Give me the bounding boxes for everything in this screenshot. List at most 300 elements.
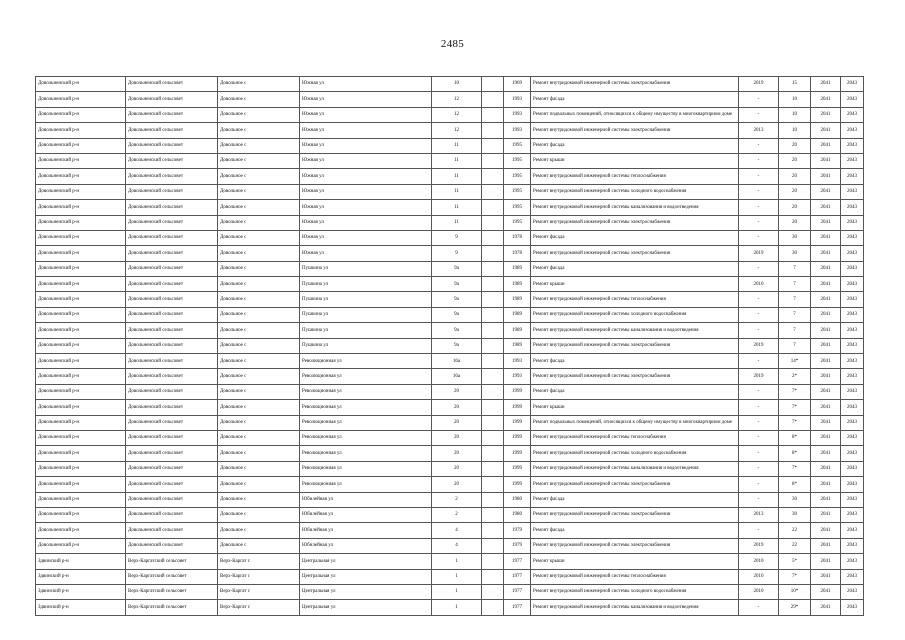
plan-start-cell: 2041	[811, 77, 841, 92]
wear-cell: 22	[779, 523, 811, 538]
plan-start-cell: 2041	[811, 384, 841, 399]
last-repair-year-cell: -	[739, 169, 779, 184]
building-cell	[482, 584, 504, 599]
house-number-cell: 2	[432, 507, 482, 522]
wear-cell: 7	[779, 307, 811, 322]
wear-cell: 10	[779, 123, 811, 138]
work-type-cell: Ремонт крыши	[531, 400, 739, 415]
house-number-cell: 11	[432, 138, 482, 153]
street-cell: Пушкина ул	[300, 338, 432, 353]
year-built-cell: 1989	[504, 307, 531, 322]
year-built-cell: 1969	[504, 77, 531, 92]
plan-end-cell: 2043	[841, 230, 864, 245]
work-type-cell: Ремонт внутридомовой инженерной системы электроснабжения	[531, 215, 739, 230]
plan-start-cell: 2041	[811, 169, 841, 184]
street-cell: Центральная ул	[300, 569, 432, 584]
table-row	[36, 323, 864, 338]
council-cell: Довольненский сельсовет	[126, 92, 218, 107]
work-type-cell: Ремонт крыши	[531, 554, 739, 569]
year-built-cell: 1977	[504, 600, 531, 615]
street-cell: Южная ул	[300, 153, 432, 168]
house-number-cell: 9а	[432, 307, 482, 322]
district-cell: Довольненский р-н	[36, 338, 126, 353]
council-cell: Довольненский сельсовет	[126, 415, 218, 430]
wear-cell: 7*	[779, 415, 811, 430]
building-cell	[482, 153, 504, 168]
work-type-cell: Ремонт внутридомовой инженерной системы электроснабжения	[531, 77, 739, 92]
settlement-cell: Довольное с	[218, 184, 300, 199]
plan-start-cell: 2041	[811, 338, 841, 353]
district-cell: Здвинский р-н	[36, 600, 126, 615]
table-row	[36, 600, 864, 615]
year-built-cell: 1995	[504, 153, 531, 168]
wear-cell: 7*	[779, 461, 811, 476]
house-number-cell: 11	[432, 153, 482, 168]
work-type-cell: Ремонт внутридомовой инженерной системы электроснабжения	[531, 123, 739, 138]
street-cell: Революционная ул	[300, 430, 432, 445]
work-type-cell: Ремонт внутридомовой инженерной системы теплоснабжения	[531, 292, 739, 307]
building-cell	[482, 138, 504, 153]
house-number-cell: 20	[432, 430, 482, 445]
table-row	[36, 446, 864, 461]
plan-start-cell: 2041	[811, 569, 841, 584]
table-row	[36, 569, 864, 584]
last-repair-year-cell: -	[739, 215, 779, 230]
year-built-cell: 1978	[504, 246, 531, 261]
building-cell	[482, 384, 504, 399]
house-number-cell: 10	[432, 77, 482, 92]
district-cell: Довольненский р-н	[36, 230, 126, 245]
street-cell: Пушкина ул	[300, 323, 432, 338]
council-cell: Верх-Каргатский сельсовет	[126, 600, 218, 615]
last-repair-year-cell: 2013	[739, 507, 779, 522]
house-number-cell: 9а	[432, 323, 482, 338]
wear-cell: 20	[779, 138, 811, 153]
street-cell: Центральная ул	[300, 584, 432, 599]
work-type-cell: Ремонт фасада	[531, 261, 739, 276]
settlement-cell: Довольное с	[218, 430, 300, 445]
table-row	[36, 230, 864, 245]
district-cell: Довольненский р-н	[36, 215, 126, 230]
house-number-cell: 20	[432, 384, 482, 399]
year-built-cell: 1978	[504, 230, 531, 245]
house-number-cell: 1	[432, 569, 482, 584]
building-cell	[482, 446, 504, 461]
building-cell	[482, 415, 504, 430]
council-cell: Верх-Каргатский сельсовет	[126, 554, 218, 569]
street-cell: Южная ул	[300, 107, 432, 122]
council-cell: Довольненский сельсовет	[126, 461, 218, 476]
settlement-cell: Довольное с	[218, 107, 300, 122]
wear-cell: 7	[779, 292, 811, 307]
settlement-cell: Довольное с	[218, 230, 300, 245]
last-repair-year-cell: 2019	[739, 538, 779, 553]
council-cell: Довольненский сельсовет	[126, 477, 218, 492]
settlement-cell: Верх-Каргат с	[218, 584, 300, 599]
plan-start-cell: 2041	[811, 461, 841, 476]
settlement-cell: Довольное с	[218, 523, 300, 538]
street-cell: Пушкина ул	[300, 307, 432, 322]
district-cell: Довольненский р-н	[36, 538, 126, 553]
house-number-cell: 4	[432, 523, 482, 538]
wear-cell: 8*	[779, 446, 811, 461]
house-number-cell: 16а	[432, 369, 482, 384]
plan-end-cell: 2043	[841, 446, 864, 461]
building-cell	[482, 215, 504, 230]
house-number-cell: 20	[432, 477, 482, 492]
wear-cell: 7*	[779, 400, 811, 415]
plan-end-cell: 2043	[841, 400, 864, 415]
year-built-cell: 1993	[504, 107, 531, 122]
building-cell	[482, 123, 504, 138]
plan-start-cell: 2041	[811, 354, 841, 369]
plan-start-cell: 2041	[811, 600, 841, 615]
house-number-cell: 11	[432, 200, 482, 215]
district-cell: Довольненский р-н	[36, 461, 126, 476]
district-cell: Довольненский р-н	[36, 200, 126, 215]
last-repair-year-cell: -	[739, 230, 779, 245]
plan-start-cell: 2041	[811, 138, 841, 153]
plan-end-cell: 2043	[841, 523, 864, 538]
council-cell: Довольненский сельсовет	[126, 246, 218, 261]
council-cell: Верх-Каргатский сельсовет	[126, 569, 218, 584]
year-built-cell: 1993	[504, 354, 531, 369]
building-cell	[482, 523, 504, 538]
district-cell: Довольненский р-н	[36, 184, 126, 199]
plan-end-cell: 2043	[841, 600, 864, 615]
year-built-cell: 1995	[504, 138, 531, 153]
table-row	[36, 554, 864, 569]
district-cell: Довольненский р-н	[36, 323, 126, 338]
council-cell: Довольненский сельсовет	[126, 107, 218, 122]
work-type-cell: Ремонт фасада	[531, 523, 739, 538]
table-row	[36, 430, 864, 445]
work-type-cell: Ремонт фасада	[531, 230, 739, 245]
house-number-cell: 16а	[432, 354, 482, 369]
work-type-cell: Ремонт внутридомовой инженерной системы теплоснабжения	[531, 430, 739, 445]
wear-cell: 10	[779, 107, 811, 122]
settlement-cell: Довольное с	[218, 307, 300, 322]
district-cell: Довольненский р-н	[36, 123, 126, 138]
street-cell: Пушкина ул	[300, 277, 432, 292]
table-row	[36, 369, 864, 384]
council-cell: Довольненский сельсовет	[126, 261, 218, 276]
year-built-cell: 1977	[504, 569, 531, 584]
council-cell: Довольненский сельсовет	[126, 77, 218, 92]
table-row	[36, 538, 864, 553]
council-cell: Довольненский сельсовет	[126, 307, 218, 322]
last-repair-year-cell: -	[739, 92, 779, 107]
plan-start-cell: 2041	[811, 153, 841, 168]
settlement-cell: Довольное с	[218, 323, 300, 338]
council-cell: Довольненский сельсовет	[126, 446, 218, 461]
council-cell: Довольненский сельсовет	[126, 230, 218, 245]
plan-end-cell: 2043	[841, 477, 864, 492]
district-cell: Здвинский р-н	[36, 584, 126, 599]
district-cell: Довольненский р-н	[36, 169, 126, 184]
building-cell	[482, 507, 504, 522]
last-repair-year-cell: -	[739, 107, 779, 122]
wear-cell: 30	[779, 507, 811, 522]
plan-start-cell: 2041	[811, 523, 841, 538]
district-cell: Довольненский р-н	[36, 354, 126, 369]
table-row	[36, 246, 864, 261]
district-cell: Довольненский р-н	[36, 507, 126, 522]
year-built-cell: 1999	[504, 446, 531, 461]
building-cell	[482, 554, 504, 569]
street-cell: Южная ул	[300, 184, 432, 199]
wear-cell: 7	[779, 277, 811, 292]
street-cell: Юбилейная ул	[300, 523, 432, 538]
district-cell: Довольненский р-н	[36, 292, 126, 307]
plan-start-cell: 2041	[811, 230, 841, 245]
council-cell: Довольненский сельсовет	[126, 492, 218, 507]
year-built-cell: 1995	[504, 184, 531, 199]
settlement-cell: Довольное с	[218, 215, 300, 230]
settlement-cell: Довольное с	[218, 446, 300, 461]
year-built-cell: 1999	[504, 477, 531, 492]
year-built-cell: 1989	[504, 323, 531, 338]
year-built-cell: 1989	[504, 261, 531, 276]
work-type-cell: Ремонт внутридомовой инженерной системы электроснабжения	[531, 507, 739, 522]
district-cell: Довольненский р-н	[36, 246, 126, 261]
building-cell	[482, 107, 504, 122]
council-cell: Довольненский сельсовет	[126, 169, 218, 184]
council-cell: Довольненский сельсовет	[126, 200, 218, 215]
plan-start-cell: 2041	[811, 307, 841, 322]
plan-end-cell: 2043	[841, 169, 864, 184]
house-number-cell: 9	[432, 230, 482, 245]
settlement-cell: Довольное с	[218, 261, 300, 276]
table-row	[36, 400, 864, 415]
street-cell: Южная ул	[300, 230, 432, 245]
last-repair-year-cell: -	[739, 461, 779, 476]
settlement-cell: Верх-Каргат с	[218, 569, 300, 584]
district-cell: Здвинский р-н	[36, 569, 126, 584]
year-built-cell: 1979	[504, 523, 531, 538]
plan-start-cell: 2041	[811, 507, 841, 522]
plan-end-cell: 2043	[841, 354, 864, 369]
wear-cell: 7*	[779, 384, 811, 399]
wear-cell: 20	[779, 169, 811, 184]
year-built-cell: 1995	[504, 200, 531, 215]
work-type-cell: Ремонт подвальных помещений, относящихся к общему имуществу в многоквартирном доме	[531, 107, 739, 122]
district-cell: Довольненский р-н	[36, 153, 126, 168]
wear-cell: 30	[779, 492, 811, 507]
plan-end-cell: 2043	[841, 107, 864, 122]
plan-start-cell: 2041	[811, 323, 841, 338]
plan-end-cell: 2043	[841, 292, 864, 307]
plan-start-cell: 2041	[811, 246, 841, 261]
table-body	[36, 77, 864, 616]
plan-end-cell: 2043	[841, 569, 864, 584]
house-number-cell: 12	[432, 107, 482, 122]
plan-end-cell: 2043	[841, 77, 864, 92]
table-row	[36, 415, 864, 430]
year-built-cell: 1993	[504, 92, 531, 107]
street-cell: Пушкина ул	[300, 261, 432, 276]
work-type-cell: Ремонт внутридомовой инженерной системы холодного водоснабжения	[531, 307, 739, 322]
building-cell	[482, 230, 504, 245]
table-row	[36, 107, 864, 122]
last-repair-year-cell: 2019	[739, 338, 779, 353]
district-cell: Довольненский р-н	[36, 523, 126, 538]
building-cell	[482, 92, 504, 107]
last-repair-year-cell: -	[739, 292, 779, 307]
work-type-cell: Ремонт внутридомовой инженерной системы холодного водоснабжения	[531, 184, 739, 199]
plan-start-cell: 2041	[811, 584, 841, 599]
last-repair-year-cell: 2019	[739, 77, 779, 92]
year-built-cell: 1999	[504, 400, 531, 415]
house-number-cell: 1	[432, 554, 482, 569]
street-cell: Революционная ул	[300, 446, 432, 461]
building-cell	[482, 569, 504, 584]
street-cell: Революционная ул	[300, 461, 432, 476]
district-cell: Довольненский р-н	[36, 430, 126, 445]
plan-end-cell: 2043	[841, 92, 864, 107]
settlement-cell: Довольное с	[218, 138, 300, 153]
district-cell: Довольненский р-н	[36, 400, 126, 415]
plan-end-cell: 2043	[841, 277, 864, 292]
work-type-cell: Ремонт крыши	[531, 153, 739, 168]
district-cell: Довольненский р-н	[36, 384, 126, 399]
page-number: 2485	[440, 38, 465, 50]
year-built-cell: 1995	[504, 215, 531, 230]
house-number-cell: 1	[432, 600, 482, 615]
last-repair-year-cell: -	[739, 153, 779, 168]
work-type-cell: Ремонт фасада	[531, 384, 739, 399]
year-built-cell: 1977	[504, 554, 531, 569]
settlement-cell: Довольное с	[218, 461, 300, 476]
work-type-cell: Ремонт внутридомовой инженерной системы холодного водоснабжения	[531, 446, 739, 461]
wear-cell: 2*	[779, 369, 811, 384]
plan-start-cell: 2041	[811, 400, 841, 415]
house-number-cell: 1	[432, 584, 482, 599]
last-repair-year-cell: -	[739, 477, 779, 492]
settlement-cell: Довольное с	[218, 246, 300, 261]
plan-start-cell: 2041	[811, 554, 841, 569]
table-row	[36, 461, 864, 476]
wear-cell: 7*	[779, 569, 811, 584]
last-repair-year-cell: 2010	[739, 554, 779, 569]
building-cell	[482, 477, 504, 492]
settlement-cell: Довольное с	[218, 77, 300, 92]
table-row	[36, 292, 864, 307]
plan-end-cell: 2043	[841, 384, 864, 399]
last-repair-year-cell: -	[739, 307, 779, 322]
building-cell	[482, 400, 504, 415]
last-repair-year-cell: -	[739, 200, 779, 215]
council-cell: Довольненский сельсовет	[126, 400, 218, 415]
plan-end-cell: 2043	[841, 430, 864, 445]
work-type-cell: Ремонт внутридомовой инженерной системы электроснабжения	[531, 477, 739, 492]
wear-cell: 30	[779, 230, 811, 245]
table-row	[36, 507, 864, 522]
street-cell: Южная ул	[300, 123, 432, 138]
last-repair-year-cell: -	[739, 261, 779, 276]
wear-cell: 22	[779, 538, 811, 553]
building-cell	[482, 600, 504, 615]
street-cell: Революционная ул	[300, 400, 432, 415]
year-built-cell: 1999	[504, 384, 531, 399]
year-built-cell: 1980	[504, 507, 531, 522]
street-cell: Революционная ул	[300, 415, 432, 430]
wear-cell: 15	[779, 77, 811, 92]
last-repair-year-cell: -	[739, 492, 779, 507]
year-built-cell: 1979	[504, 538, 531, 553]
wear-cell: 10	[779, 92, 811, 107]
street-cell: Южная ул	[300, 200, 432, 215]
year-built-cell: 1999	[504, 415, 531, 430]
settlement-cell: Верх-Каргат с	[218, 554, 300, 569]
table-row	[36, 92, 864, 107]
table-row	[36, 384, 864, 399]
work-type-cell: Ремонт внутридомовой инженерной системы теплоснабжения	[531, 569, 739, 584]
last-repair-year-cell: -	[739, 400, 779, 415]
plan-end-cell: 2043	[841, 261, 864, 276]
street-cell: Центральная ул	[300, 600, 432, 615]
settlement-cell: Довольное с	[218, 277, 300, 292]
year-built-cell: 1989	[504, 338, 531, 353]
wear-cell: 10*	[779, 584, 811, 599]
street-cell: Юбилейная ул	[300, 538, 432, 553]
house-number-cell: 4	[432, 538, 482, 553]
building-cell	[482, 77, 504, 92]
work-type-cell: Ремонт внутридомовой инженерной системы канализования и водоотведения	[531, 323, 739, 338]
house-number-cell: 11	[432, 215, 482, 230]
year-built-cell: 1989	[504, 292, 531, 307]
house-number-cell: 9а	[432, 277, 482, 292]
council-cell: Довольненский сельсовет	[126, 523, 218, 538]
plan-end-cell: 2043	[841, 246, 864, 261]
table-row	[36, 477, 864, 492]
last-repair-year-cell: -	[739, 523, 779, 538]
district-cell: Довольненский р-н	[36, 107, 126, 122]
wear-cell: 20	[779, 184, 811, 199]
wear-cell: 30	[779, 246, 811, 261]
table-row	[36, 338, 864, 353]
street-cell: Юбилейная ул	[300, 507, 432, 522]
house-number-cell: 20	[432, 461, 482, 476]
wear-cell: 20	[779, 215, 811, 230]
year-built-cell: 1993	[504, 123, 531, 138]
district-cell: Довольненский р-н	[36, 77, 126, 92]
plan-end-cell: 2043	[841, 492, 864, 507]
building-cell	[482, 307, 504, 322]
work-type-cell: Ремонт внутридомовой инженерной системы электроснабжения	[531, 538, 739, 553]
street-cell: Южная ул	[300, 138, 432, 153]
council-cell: Довольненский сельсовет	[126, 430, 218, 445]
wear-cell: 8*	[779, 430, 811, 445]
house-number-cell: 12	[432, 123, 482, 138]
plan-start-cell: 2041	[811, 492, 841, 507]
district-cell: Довольненский р-н	[36, 369, 126, 384]
wear-cell: 7	[779, 323, 811, 338]
house-number-cell: 20	[432, 415, 482, 430]
house-number-cell: 9а	[432, 292, 482, 307]
council-cell: Довольненский сельсовет	[126, 323, 218, 338]
last-repair-year-cell: -	[739, 384, 779, 399]
plan-start-cell: 2041	[811, 292, 841, 307]
plan-end-cell: 2043	[841, 307, 864, 322]
plan-end-cell: 2043	[841, 369, 864, 384]
work-type-cell: Ремонт внутридомовой инженерной системы канализования и водоотведения	[531, 600, 739, 615]
street-cell: Революционная ул	[300, 477, 432, 492]
last-repair-year-cell: 2010	[739, 277, 779, 292]
house-number-cell: 9а	[432, 261, 482, 276]
table-row	[36, 307, 864, 322]
plan-start-cell: 2041	[811, 477, 841, 492]
